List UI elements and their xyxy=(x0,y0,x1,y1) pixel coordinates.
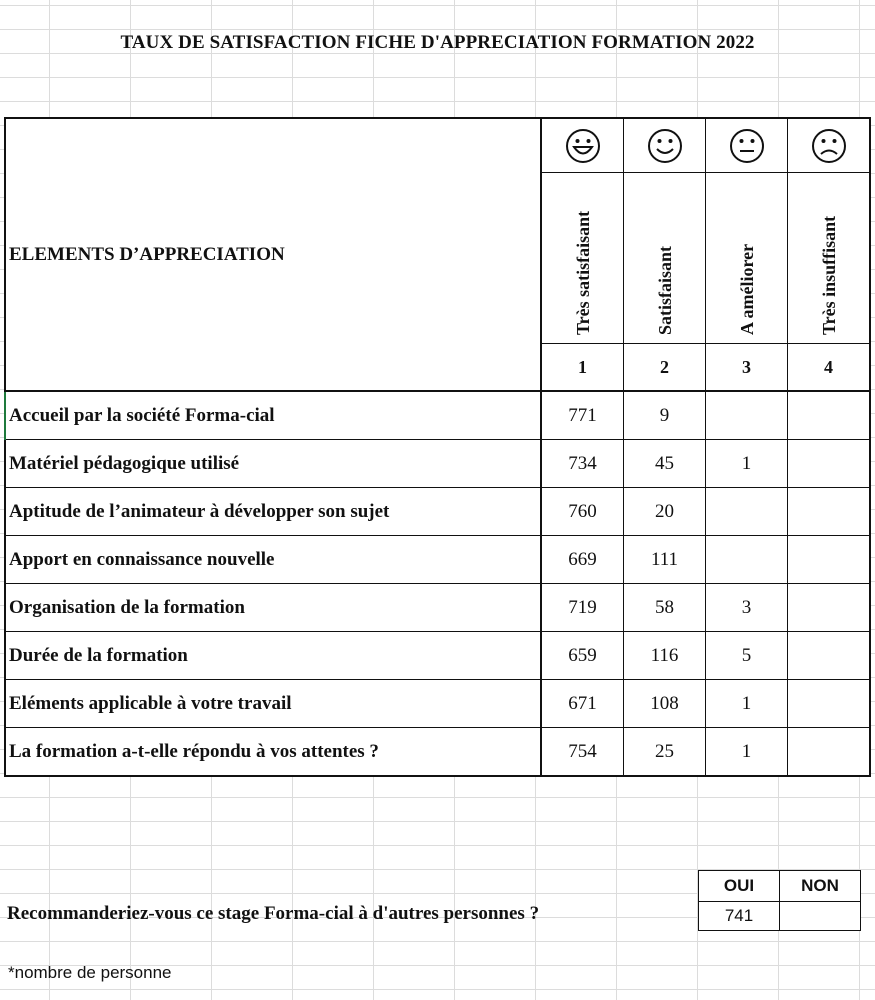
column-header-improve xyxy=(706,118,788,344)
table-cell[interactable]: 771 xyxy=(541,391,624,440)
table-cell[interactable]: 719 xyxy=(541,584,624,632)
column-number: 4 xyxy=(788,344,871,392)
very-happy-face-icon xyxy=(565,128,601,164)
table-row xyxy=(5,536,870,584)
row-label: Matériel pédagogique utilisé xyxy=(5,440,541,488)
row-label: Aptitude de l’animateur à développer son sujet xyxy=(5,488,541,536)
neutral-face-icon xyxy=(729,128,765,164)
table-cell[interactable]: 20 xyxy=(624,488,706,536)
row-label: Organisation de la formation xyxy=(5,584,541,632)
table-cell[interactable] xyxy=(788,440,871,488)
table-cell[interactable] xyxy=(788,488,871,536)
table-cell[interactable]: 659 xyxy=(541,632,624,680)
column-label: Très insuffisant xyxy=(818,215,839,335)
oui-header: OUI xyxy=(699,871,780,902)
table-cell[interactable] xyxy=(788,391,871,440)
header-row xyxy=(5,118,870,344)
table-cell[interactable]: 58 xyxy=(624,584,706,632)
row-label: La formation a-t-elle répondu à vos attentes ? xyxy=(5,728,541,777)
table-cell[interactable]: 671 xyxy=(541,680,624,728)
table-row xyxy=(5,728,870,777)
table-row xyxy=(5,391,870,440)
table-cell[interactable]: 754 xyxy=(541,728,624,777)
footnote: *nombre de personne xyxy=(8,963,172,982)
table-cell[interactable]: 9 xyxy=(624,391,706,440)
table-row xyxy=(5,680,870,728)
table-cell[interactable] xyxy=(706,488,788,536)
row-label: Eléments applicable à votre travail xyxy=(5,680,541,728)
table-cell[interactable]: 1 xyxy=(706,680,788,728)
table-row xyxy=(5,584,870,632)
recommendation-question: Recommanderiez-vous ce stage Forma-cial à d'autres personnes ? xyxy=(7,903,540,924)
table-cell[interactable]: 25 xyxy=(624,728,706,777)
table-cell[interactable]: 108 xyxy=(624,680,706,728)
non-value-cell[interactable] xyxy=(780,902,861,931)
oui-value-cell[interactable]: 741 xyxy=(699,902,780,931)
appreciation-table xyxy=(4,117,871,777)
table-cell[interactable] xyxy=(706,391,788,440)
header-label: ELEMENTS D’APPRECIATION xyxy=(5,118,541,391)
table-cell[interactable] xyxy=(788,536,871,584)
column-label: Très satisfaisant xyxy=(572,210,593,335)
column-header-satisfied xyxy=(624,118,706,344)
table-cell[interactable]: 5 xyxy=(706,632,788,680)
table-cell[interactable] xyxy=(788,680,871,728)
row-label: Durée de la formation xyxy=(5,632,541,680)
table-row xyxy=(5,488,870,536)
table-cell[interactable]: 45 xyxy=(624,440,706,488)
table-cell[interactable]: 116 xyxy=(624,632,706,680)
table-cell[interactable]: 669 xyxy=(541,536,624,584)
column-header-very-satisfied xyxy=(541,118,624,344)
table-cell[interactable]: 3 xyxy=(706,584,788,632)
column-header-very-insufficient xyxy=(788,118,871,344)
column-number: 3 xyxy=(706,344,788,392)
table-cell[interactable]: 760 xyxy=(541,488,624,536)
column-label: Satisfaisant xyxy=(654,245,675,335)
row-label: Accueil par la société Forma-cial xyxy=(5,391,541,440)
recommendation-table xyxy=(698,870,861,931)
table-cell[interactable] xyxy=(788,728,871,777)
column-label: A améliorer xyxy=(736,243,757,335)
table-cell[interactable] xyxy=(706,536,788,584)
non-header: NON xyxy=(780,871,861,902)
row-label: Apport en connaissance nouvelle xyxy=(5,536,541,584)
column-number: 2 xyxy=(624,344,706,392)
column-number: 1 xyxy=(541,344,624,392)
table-row xyxy=(5,632,870,680)
table-cell[interactable]: 734 xyxy=(541,440,624,488)
table-cell[interactable]: 1 xyxy=(706,440,788,488)
page-title: TAUX DE SATISFACTION FICHE D'APPRECIATION FORMATION 2022 xyxy=(120,32,755,53)
table-cell[interactable] xyxy=(788,632,871,680)
sad-face-icon xyxy=(811,128,847,164)
table-cell[interactable] xyxy=(788,584,871,632)
table-cell[interactable]: 1 xyxy=(706,728,788,777)
table-cell[interactable]: 111 xyxy=(624,536,706,584)
smiley-face-icon xyxy=(647,128,683,164)
table-row xyxy=(5,440,870,488)
